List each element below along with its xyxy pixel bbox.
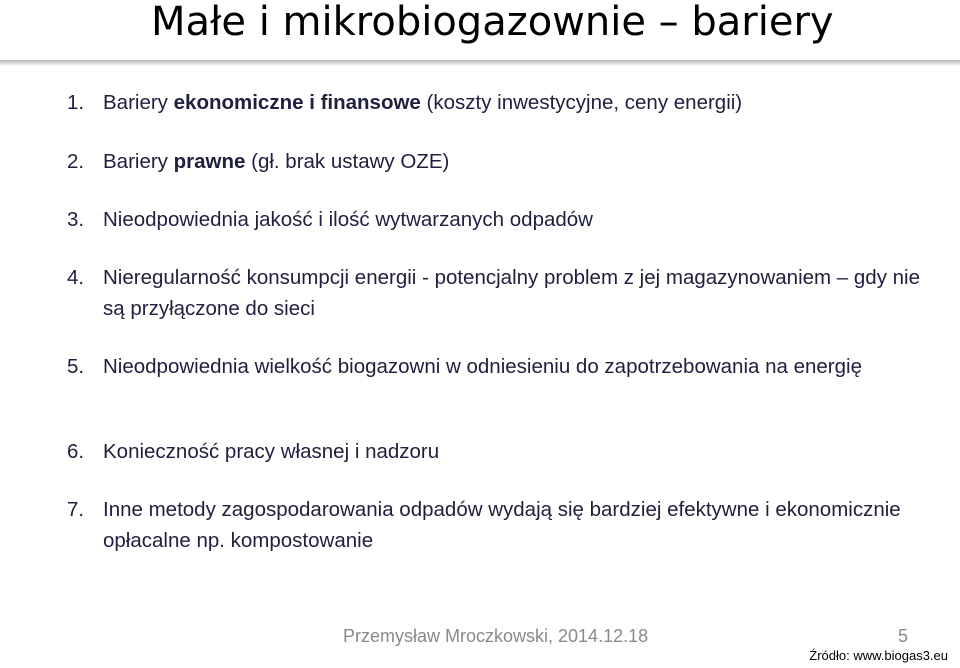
list-item-text: Inne metody zagospodarowania odpadów wydają się bardziej efektywne i ekonomicznie opłacalne np. kompostowanie: [103, 498, 901, 552]
list-item-emphasis: ekonomiczne i finansowe: [173, 91, 421, 114]
list-item: [67, 262, 927, 324]
title-divider: [0, 60, 960, 66]
list-item-number: 7.: [67, 498, 85, 521]
list-item-number: 4.: [67, 266, 85, 289]
list-item: [67, 494, 927, 556]
list-item: [67, 87, 927, 118]
slide-title: Małe i mikrobiogazownie – bariery: [151, 0, 834, 45]
list-item-number: 5.: [67, 355, 85, 378]
footer-author: Przemysław Mroczkowski, 2014.12.18: [343, 626, 649, 646]
list-item-number: 1.: [67, 91, 85, 114]
list-item: [67, 351, 927, 382]
source-credit: Źródło: www.biogas3.eu: [809, 648, 948, 663]
list-item-text: Nieodpowiednia wielkość biogazowni w odniesieniu do zapotrzebowania na energię: [103, 355, 862, 378]
list-item-text: Konieczność pracy własnej i nadzoru: [103, 440, 440, 463]
list-item-emphasis: prawne: [173, 150, 246, 173]
list-item-number: 3.: [67, 208, 85, 231]
list-item: [67, 204, 927, 235]
list-item-text: Bariery prawne (gł. brak ustawy OZE): [103, 150, 450, 173]
list-item-number: 2.: [67, 150, 85, 173]
list-item-number: 6.: [67, 440, 85, 463]
list-item-text: Nieregularność konsumpcji energii - potencjalny problem z jej magazynowaniem – gdy nie są przyłączone do sieci: [103, 266, 920, 320]
list-item-text: Bariery ekonomiczne i finansowe (koszty inwestycyjne, ceny energii): [103, 91, 743, 114]
page-number: 5: [897, 626, 908, 646]
list-item: [67, 436, 927, 467]
list-item-text: Nieodpowiednia jakość i ilość wytwarzanych odpadów: [103, 208, 593, 231]
list-item: [67, 146, 927, 177]
